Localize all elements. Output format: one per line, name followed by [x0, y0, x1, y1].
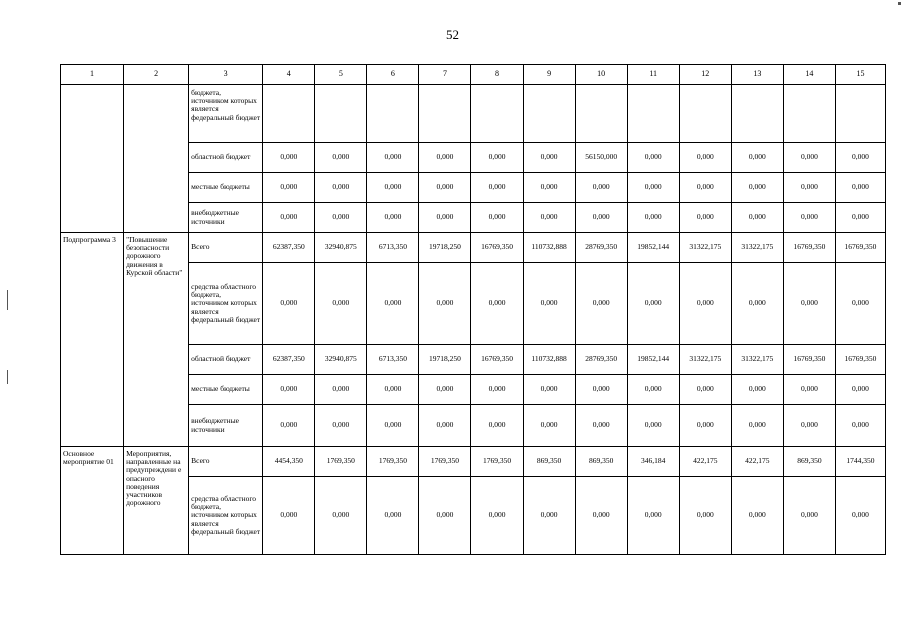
value-cell: 0,000 — [523, 375, 575, 405]
value-cell: 0,000 — [575, 477, 627, 555]
value-cell: 0,000 — [523, 143, 575, 173]
table-row — [61, 85, 886, 143]
value-cell: 0,000 — [731, 263, 783, 345]
value-cell: 1769,350 — [419, 447, 471, 477]
value-cell: 346,184 — [627, 447, 679, 477]
funding-source-cell: Всего — [189, 447, 263, 477]
value-cell: 16769,350 — [783, 345, 835, 375]
value-cell: 110732,888 — [523, 345, 575, 375]
value-cell — [315, 85, 367, 143]
value-cell: 0,000 — [731, 375, 783, 405]
value-cell: 0,000 — [471, 477, 523, 555]
budget-table — [60, 64, 886, 555]
value-cell: 422,175 — [731, 447, 783, 477]
value-cell: 0,000 — [523, 173, 575, 203]
value-cell: 0,000 — [627, 143, 679, 173]
column-header: 4 — [263, 65, 315, 85]
value-cell: 16769,350 — [471, 345, 523, 375]
value-cell: 0,000 — [523, 477, 575, 555]
value-cell: 0,000 — [263, 375, 315, 405]
value-cell — [419, 85, 471, 143]
value-cell: 0,000 — [523, 203, 575, 233]
value-cell: 0,000 — [367, 143, 419, 173]
value-cell: 4454,350 — [263, 447, 315, 477]
column-header: 2 — [124, 65, 189, 85]
value-cell: 0,000 — [679, 203, 731, 233]
value-cell: 110732,888 — [523, 233, 575, 263]
value-cell: 62387,350 — [263, 233, 315, 263]
value-cell: 19852,144 — [627, 233, 679, 263]
value-cell — [783, 85, 835, 143]
funding-source-cell: областной бюджет — [189, 345, 263, 375]
value-cell: 0,000 — [835, 263, 885, 345]
value-cell: 0,000 — [835, 477, 885, 555]
funding-source-cell: средства областного бюджета, источником которых является федеральный бюджет — [189, 263, 263, 345]
value-cell: 6713,350 — [367, 345, 419, 375]
value-cell: 0,000 — [835, 203, 885, 233]
value-cell: 0,000 — [263, 203, 315, 233]
column-header: 13 — [731, 65, 783, 85]
value-cell: 0,000 — [679, 477, 731, 555]
page-number: 52 — [446, 27, 459, 42]
value-cell: 0,000 — [731, 203, 783, 233]
program-name-cell — [124, 85, 189, 233]
value-cell: 0,000 — [419, 263, 471, 345]
value-cell — [731, 85, 783, 143]
value-cell: 0,000 — [783, 405, 835, 447]
column-header: 3 — [189, 65, 263, 85]
value-cell: 0,000 — [679, 173, 731, 203]
value-cell: 0,000 — [575, 173, 627, 203]
value-cell: 0,000 — [627, 477, 679, 555]
value-cell: 1744,350 — [835, 447, 885, 477]
value-cell: 0,000 — [835, 405, 885, 447]
value-cell: 16769,350 — [835, 233, 885, 263]
program-name-cell: Мероприятия, направленные на предупреждени е опасного поведения участников дорожного — [124, 447, 189, 555]
value-cell: 0,000 — [419, 143, 471, 173]
status-cell: Подпрограмма 3 — [61, 233, 124, 447]
value-cell: 0,000 — [367, 263, 419, 345]
value-cell — [523, 85, 575, 143]
value-cell: 31322,175 — [731, 233, 783, 263]
value-cell: 0,000 — [315, 173, 367, 203]
value-cell: 0,000 — [627, 375, 679, 405]
status-cell — [61, 85, 124, 233]
value-cell: 28769,350 — [575, 345, 627, 375]
value-cell: 0,000 — [575, 375, 627, 405]
value-cell: 28769,350 — [575, 233, 627, 263]
value-cell: 0,000 — [263, 477, 315, 555]
value-cell: 0,000 — [835, 143, 885, 173]
value-cell: 0,000 — [263, 263, 315, 345]
value-cell: 0,000 — [679, 405, 731, 447]
value-cell: 16769,350 — [835, 345, 885, 375]
value-cell: 6713,350 — [367, 233, 419, 263]
value-cell: 0,000 — [679, 143, 731, 173]
value-cell: 0,000 — [315, 143, 367, 173]
value-cell: 0,000 — [679, 263, 731, 345]
value-cell — [835, 85, 885, 143]
value-cell: 0,000 — [315, 263, 367, 345]
value-cell: 0,000 — [575, 203, 627, 233]
value-cell: 0,000 — [679, 375, 731, 405]
column-header: 12 — [679, 65, 731, 85]
value-cell: 0,000 — [471, 203, 523, 233]
value-cell: 0,000 — [783, 263, 835, 345]
value-cell: 0,000 — [783, 477, 835, 555]
value-cell: 0,000 — [575, 405, 627, 447]
value-cell: 0,000 — [419, 375, 471, 405]
funding-source-cell: местные бюджеты — [189, 173, 263, 203]
value-cell: 0,000 — [731, 143, 783, 173]
value-cell: 62387,350 — [263, 345, 315, 375]
value-cell: 19718,250 — [419, 233, 471, 263]
value-cell: 0,000 — [315, 375, 367, 405]
column-header: 10 — [575, 65, 627, 85]
value-cell: 0,000 — [731, 477, 783, 555]
scan-margin-mark — [7, 290, 8, 310]
funding-source-cell: внебюджетные источники — [189, 203, 263, 233]
value-cell: 0,000 — [835, 375, 885, 405]
funding-source-cell: внебюджетные источники — [189, 405, 263, 447]
value-cell: 0,000 — [627, 263, 679, 345]
value-cell: 0,000 — [419, 477, 471, 555]
value-cell: 0,000 — [263, 173, 315, 203]
value-cell: 0,000 — [263, 405, 315, 447]
value-cell — [263, 85, 315, 143]
status-cell: Основное мероприятие 01 — [61, 447, 124, 555]
table-row — [61, 233, 886, 263]
column-header: 5 — [315, 65, 367, 85]
value-cell: 869,350 — [575, 447, 627, 477]
value-cell: 0,000 — [731, 405, 783, 447]
value-cell: 0,000 — [471, 173, 523, 203]
value-cell — [471, 85, 523, 143]
column-header: 6 — [367, 65, 419, 85]
value-cell: 32940,875 — [315, 233, 367, 263]
value-cell: 0,000 — [471, 375, 523, 405]
value-cell: 0,000 — [523, 405, 575, 447]
value-cell: 0,000 — [263, 143, 315, 173]
value-cell: 32940,875 — [315, 345, 367, 375]
value-cell: 0,000 — [731, 173, 783, 203]
value-cell: 0,000 — [367, 173, 419, 203]
scan-margin-mark — [7, 370, 8, 384]
value-cell: 0,000 — [783, 173, 835, 203]
column-header: 15 — [835, 65, 885, 85]
value-cell — [575, 85, 627, 143]
value-cell — [367, 85, 419, 143]
value-cell: 0,000 — [783, 203, 835, 233]
value-cell: 0,000 — [523, 263, 575, 345]
column-header: 7 — [419, 65, 471, 85]
funding-source-cell: бюджета, источником которых является федеральный бюджет — [189, 85, 263, 143]
value-cell: 422,175 — [679, 447, 731, 477]
value-cell: 869,350 — [783, 447, 835, 477]
value-cell: 0,000 — [627, 405, 679, 447]
value-cell: 1769,350 — [471, 447, 523, 477]
value-cell: 16769,350 — [783, 233, 835, 263]
column-header: 14 — [783, 65, 835, 85]
value-cell: 0,000 — [471, 143, 523, 173]
value-cell: 0,000 — [575, 263, 627, 345]
column-header: 8 — [471, 65, 523, 85]
value-cell — [679, 85, 731, 143]
value-cell: 0,000 — [367, 405, 419, 447]
value-cell: 0,000 — [419, 405, 471, 447]
column-header: 1 — [61, 65, 124, 85]
value-cell: 0,000 — [367, 375, 419, 405]
value-cell: 0,000 — [471, 405, 523, 447]
funding-source-cell: средства областного бюджета, источником которых является федеральный бюджет — [189, 477, 263, 555]
value-cell: 1769,350 — [315, 447, 367, 477]
table-row — [61, 447, 886, 477]
value-cell: 1769,350 — [367, 447, 419, 477]
value-cell: 19852,144 — [627, 345, 679, 375]
value-cell: 0,000 — [419, 173, 471, 203]
value-cell: 0,000 — [627, 203, 679, 233]
program-name-cell: "Повышение безопасности дорожного движения в Курской области" — [124, 233, 189, 447]
value-cell: 0,000 — [315, 405, 367, 447]
column-header: 11 — [627, 65, 679, 85]
value-cell: 19718,250 — [419, 345, 471, 375]
value-cell: 0,000 — [367, 477, 419, 555]
value-cell: 16769,350 — [471, 233, 523, 263]
funding-source-cell: местные бюджеты — [189, 375, 263, 405]
funding-source-cell: Всего — [189, 233, 263, 263]
value-cell: 0,000 — [835, 173, 885, 203]
value-cell: 0,000 — [471, 263, 523, 345]
header-row — [61, 65, 886, 85]
column-header: 9 — [523, 65, 575, 85]
value-cell: 0,000 — [367, 203, 419, 233]
funding-source-cell: областной бюджет — [189, 143, 263, 173]
value-cell: 0,000 — [419, 203, 471, 233]
scan-corner-mark — [898, 2, 901, 5]
value-cell: 869,350 — [523, 447, 575, 477]
value-cell: 31322,175 — [679, 233, 731, 263]
value-cell: 56150,000 — [575, 143, 627, 173]
value-cell: 0,000 — [783, 143, 835, 173]
value-cell: 31322,175 — [731, 345, 783, 375]
value-cell — [627, 85, 679, 143]
value-cell: 31322,175 — [679, 345, 731, 375]
value-cell: 0,000 — [315, 477, 367, 555]
value-cell: 0,000 — [783, 375, 835, 405]
value-cell: 0,000 — [315, 203, 367, 233]
value-cell: 0,000 — [627, 173, 679, 203]
